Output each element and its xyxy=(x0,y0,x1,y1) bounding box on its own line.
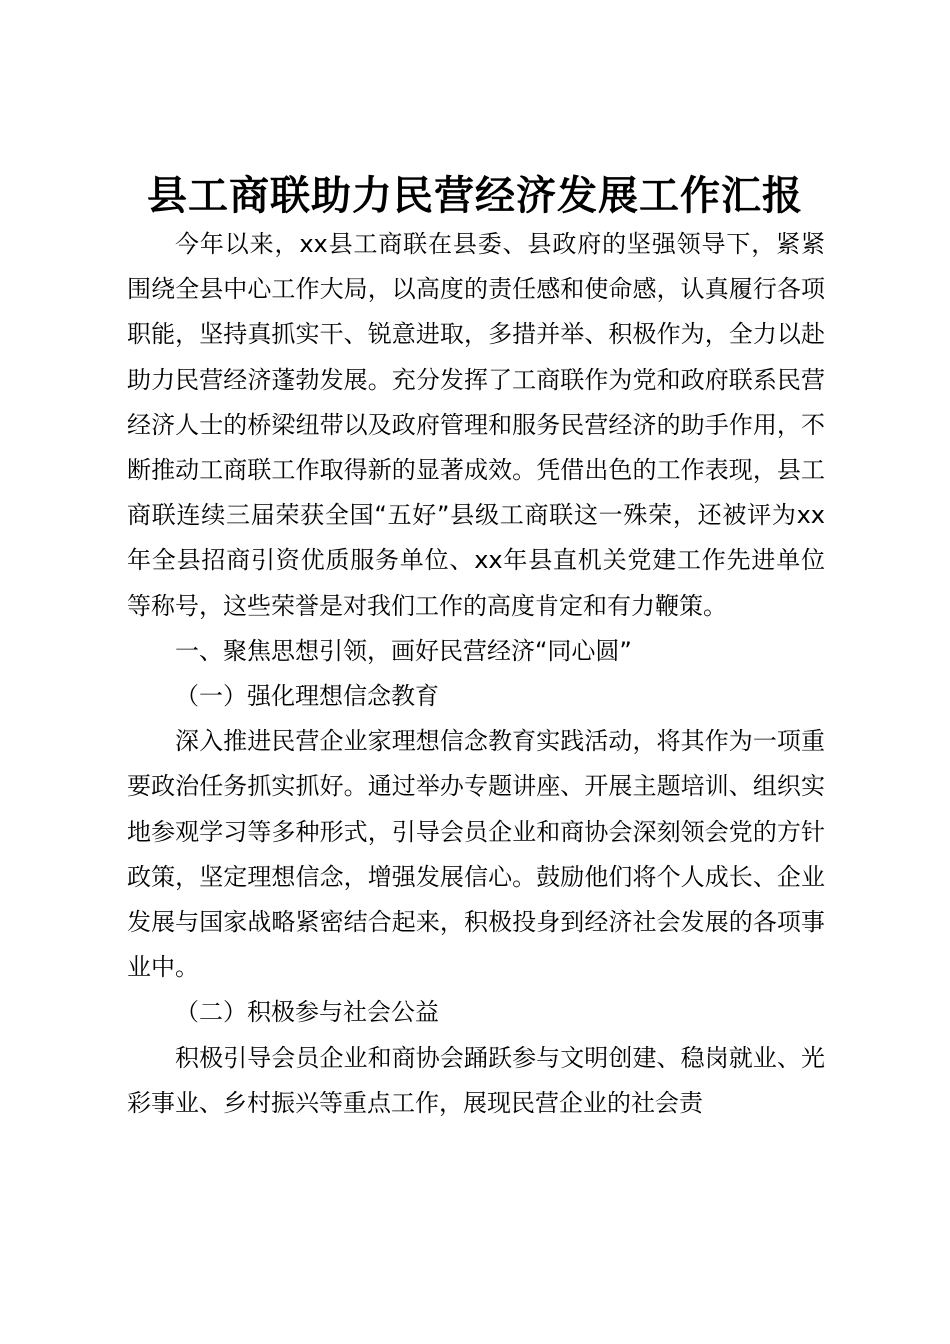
document-body xyxy=(127,222,825,1126)
document-title: 县工商联助力民营经济发展工作汇报 xyxy=(147,172,803,219)
intro-paragraph: 今年以来，xx县工商联在县委、县政府的坚强领导下，紧紧围绕全县中心工作大局，以高度的责任感和使命感，认真履行各项职能，坚持真抓实干、锐意进取，多措并举、积极作为，全力以赴助力民营经济蓬勃发展。充分发挥了工商联作为党和政府联系民营经济人士的桥梁纽带以及政府管理和服务民营经济的助手作用，不断推动工商联工作取得新的显著成效。凭借出色的工作表现，县工商联连续三届荣获全国“五好”县级工商联这一殊荣，还被评为xx年全县招商引资优质服务单位、xx年县直机关党建工作先进单位等称号，这些荣誉是对我们工作的高度肯定和有力鞭策。 xyxy=(127,230,825,620)
subsection-heading-1: （一）强化理想信念教育 xyxy=(175,682,439,711)
body-paragraph-1: 深入推进民营企业家理想信念教育实践活动，将其作为一项重要政治任务抓实抓好。通过举办专题讲座、开展主题培训、组织实地参观学习等多种形式，引导会员企业和商协会深刻领会党的方针政策，坚定理想信念，增强发展信心。鼓励他们将个人成长、企业发展与国家战略紧密结合起来，积极投身到经济社会发展的各项事业中。 xyxy=(127,727,825,982)
subsection-heading-2: （二）积极参与社会公益 xyxy=(175,998,439,1027)
body-paragraph-2: 积极引导会员企业和商协会踊跃参与文明创建、稳岗就业、光彩事业、乡村振兴等重点工作，展现民营企业的社会责 xyxy=(127,1043,825,1117)
section-heading-1: 一、聚焦思想引领，画好民营经济“同心圆” xyxy=(175,636,632,665)
